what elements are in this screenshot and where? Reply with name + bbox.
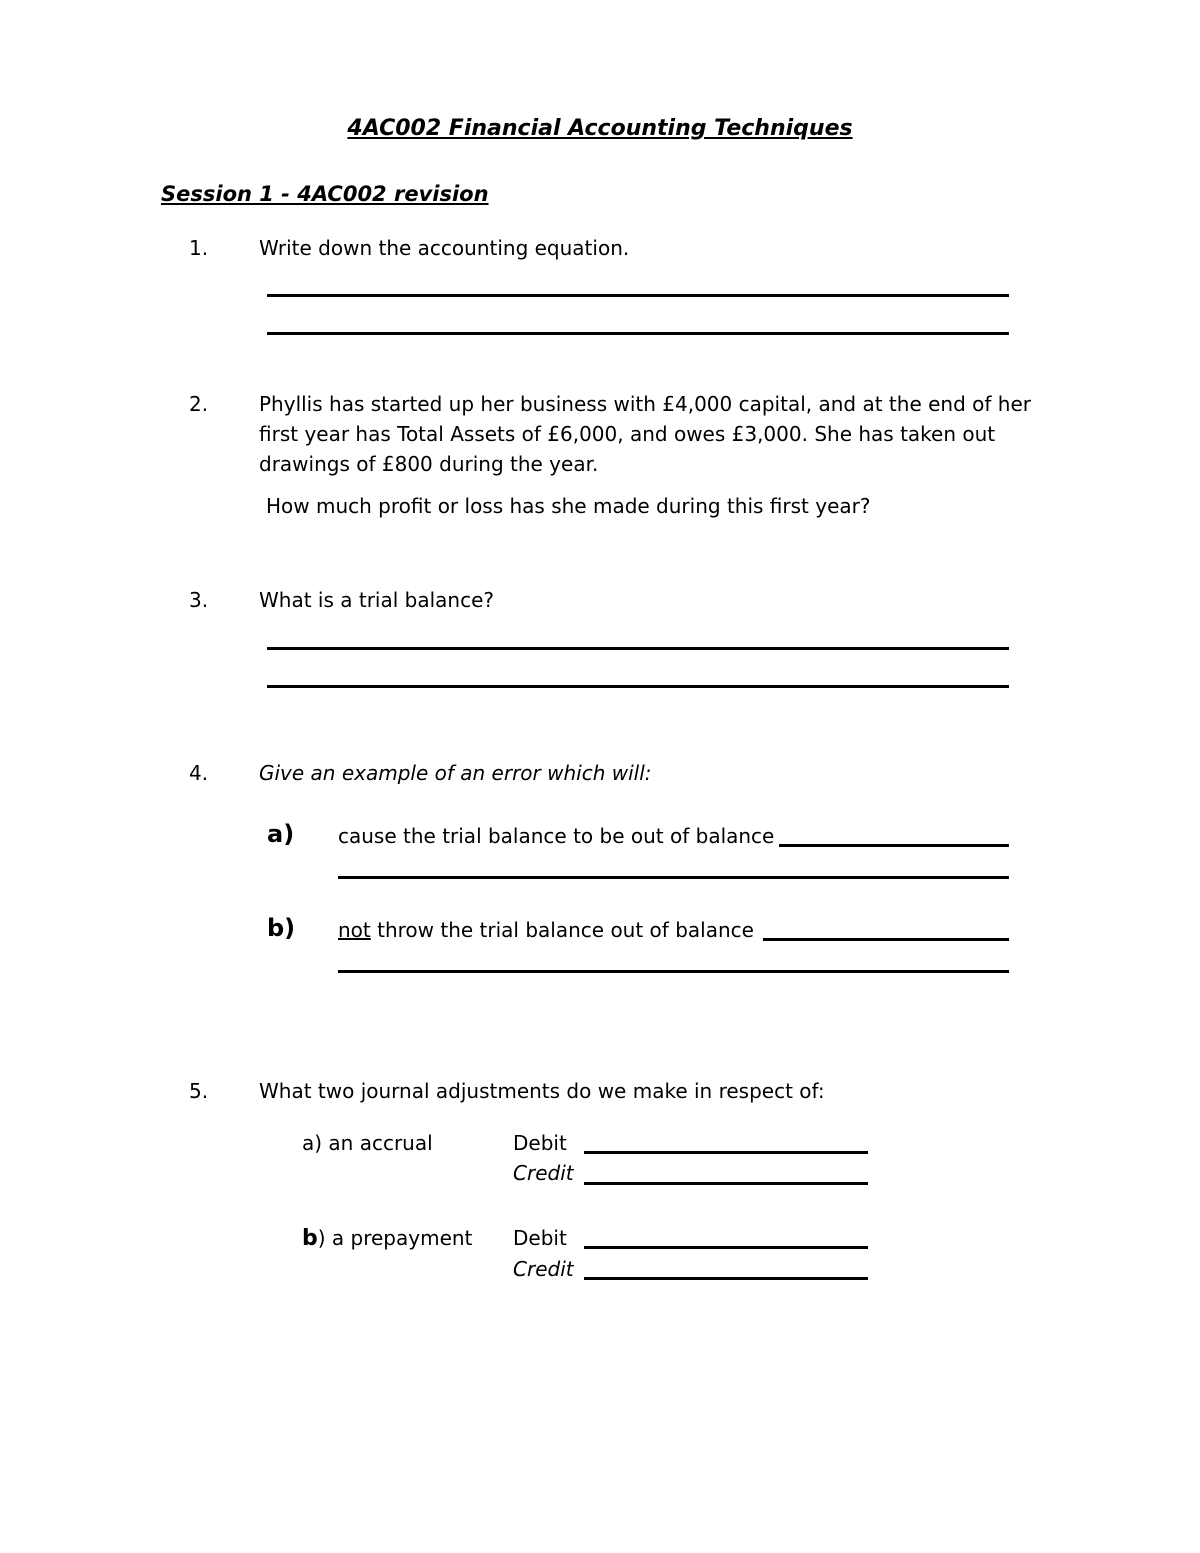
- q1-answer-line-1: [267, 294, 1009, 297]
- q5b-label: [302, 1226, 472, 1251]
- q1-text: Write down the accounting equation.: [259, 236, 630, 260]
- q4b-rest: throw the trial balance out of balance: [370, 918, 754, 942]
- q4-text: Give an example of an error which will:: [259, 761, 652, 785]
- q4b-answer-line-2: [338, 970, 1009, 973]
- q2-number: 2.: [189, 392, 209, 416]
- q5a-label: [302, 1131, 433, 1155]
- q5b-letter: b: [302, 1226, 318, 1251]
- q4b-not-emphasis: not: [338, 918, 371, 942]
- q3-text: What is a trial balance?: [259, 588, 494, 612]
- session-heading: Session 1 - 4AC002 revision: [161, 182, 489, 206]
- q5b-debit-label: Debit: [513, 1226, 567, 1250]
- q5a-label-text: ) an accrual: [314, 1131, 433, 1155]
- q2-text: Phyllis has started up her business with £4,000 capital, and at the end of her first year has Total Assets of £6,000, and owes £3,000. She has taken out drawings of £800 during the year.: [259, 392, 1031, 476]
- q5a-credit-label: Credit: [513, 1161, 574, 1185]
- q5b-credit-line: [584, 1277, 868, 1280]
- q5a-debit-line: [584, 1151, 868, 1154]
- q4a-answer-line-1: [779, 844, 1009, 847]
- q5a-credit-line: [584, 1182, 868, 1185]
- q4b-label: b): [267, 914, 296, 942]
- q3-answer-line-2: [267, 685, 1009, 688]
- q4b-answer-line-1: [763, 938, 1009, 941]
- q4b-text: [338, 918, 754, 942]
- q5a-letter: a: [302, 1131, 315, 1155]
- q5b-debit-line: [584, 1246, 868, 1249]
- document-title: 4AC002 Financial Accounting Techniques: [347, 116, 853, 141]
- q3-number: 3.: [189, 588, 209, 612]
- q1-answer-line-2: [267, 332, 1009, 335]
- q4a-label: a): [267, 820, 295, 848]
- q4a-answer-line-2: [338, 876, 1009, 879]
- q5b-label-text: ) a prepayment: [317, 1226, 473, 1250]
- q4a-text: cause the trial balance to be out of balance: [338, 824, 775, 848]
- q5b-credit-label: Credit: [513, 1257, 574, 1281]
- q3-answer-line-1: [267, 647, 1009, 650]
- q5a-debit-label: Debit: [513, 1131, 567, 1155]
- q5-text: What two journal adjustments do we make in respect of:: [259, 1079, 825, 1103]
- q5-number: 5.: [189, 1079, 209, 1103]
- q1-number: 1.: [189, 236, 209, 260]
- q2-question: How much profit or loss has she made during this first year?: [266, 494, 871, 518]
- q4-number: 4.: [189, 761, 209, 785]
